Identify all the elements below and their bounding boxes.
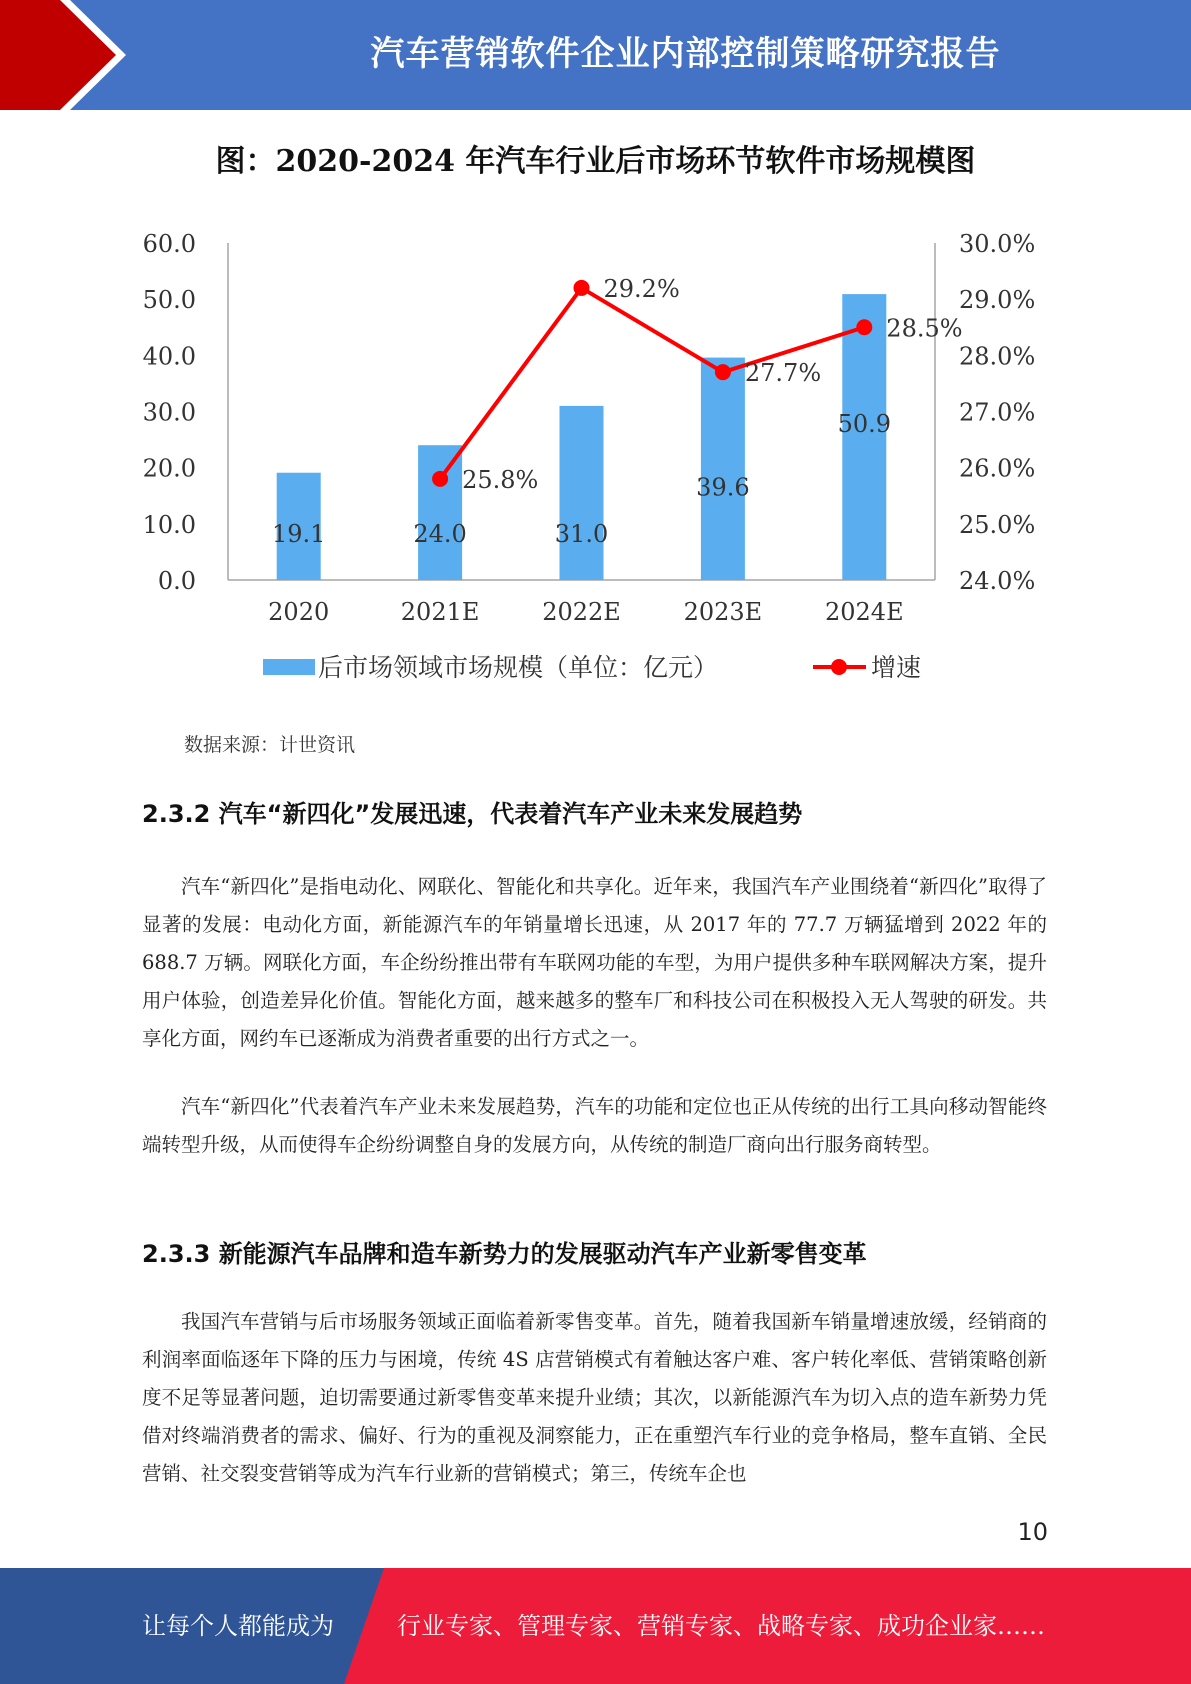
y-left-tick-label: 0.0 [157, 567, 196, 595]
x-tick-label: 2020 [268, 598, 330, 626]
x-tick-label: 2024E [824, 598, 904, 626]
bar-data-label: 31.0 [554, 520, 609, 548]
header-arrow-decoration [0, 0, 160, 110]
y-right-tick-label: 26.0% [959, 454, 1036, 483]
growth-point [715, 364, 731, 380]
y-left-tick-label: 40.0 [142, 342, 196, 371]
y-right-tick-label: 29.0% [959, 286, 1036, 315]
growth-data-label: 28.5% [886, 314, 963, 343]
data-source: 数据来源：计世资讯 [184, 734, 356, 756]
x-tick-label: 2021E [400, 598, 480, 626]
footer-slogan-left: 让每个人都能成为 [142, 1612, 334, 1640]
y-right-tick-label: 27.0% [959, 398, 1036, 427]
growth-point [432, 471, 448, 487]
legend-swatch-bars [263, 659, 315, 675]
y-right-tick-label: 24.0% [959, 567, 1036, 595]
header-bar [0, 0, 1191, 110]
figure-title: 图：2020-2024 年汽车行业后市场环节软件市场规模图 [215, 144, 976, 179]
paragraph: 汽车“新四化”代表着汽车产业未来发展趋势，汽车的功能和定位也正从传统的出行工具向移动智能终端转型升级，从而使得车企纷纷调整自身的发展方向，从传统的制造厂商向出行服务商转型。 [142, 1095, 1047, 1156]
y-left-tick-label: 10.0 [142, 510, 196, 539]
y-left-tick-label: 60.0 [142, 230, 196, 258]
growth-data-label: 25.8% [462, 465, 539, 494]
paragraph: 我国汽车营销与后市场服务领域正面临着新零售变革。首先，随着我国新车销量增速放缓，经销商的利润率面临逐年下降的压力与困境，传统 4S 店营销模式有着触达客户难、客户转化率低、营销策略创新度不足等显著问题，迫切需要通过新零售变革来提升业绩；其次，以新能源汽车为切入点的造车新势力凭借对终端消费者的需求、偏好、行为的重视及洞察能力，正在重塑汽车行业的竞争格局，整车直销、全民营销、社交裂变营销等成为汽车行业新的营销模式；第三，传统车企也 [142, 1310, 1047, 1485]
bar-data-label: 50.9 [837, 410, 892, 439]
bar [560, 406, 604, 580]
y-left-tick-label: 50.0 [142, 286, 196, 315]
section-heading-2-3-3: 2.3.3 新能源汽车品牌和造车新势力的发展驱动汽车产业新零售变革 [142, 1240, 867, 1268]
growth-point [856, 319, 872, 335]
x-tick-label: 2022E [542, 598, 621, 626]
legend-swatch-point [831, 659, 847, 675]
footer-slogan-right: 行业专家、管理专家、营销专家、战略专家、成功企业家…… [397, 1612, 1045, 1640]
x-tick-label: 2023E [683, 598, 763, 626]
market-size-chart [0, 200, 1191, 700]
growth-data-label: 27.7% [744, 359, 822, 388]
y-left-tick-label: 20.0 [142, 454, 196, 483]
y-left-tick-label: 30.0 [142, 398, 196, 427]
section-heading-2-3-2: 2.3.2 汽车“新四化”发展迅速，代表着汽车产业未来发展趋势 [142, 800, 803, 828]
growth-point [574, 280, 590, 296]
growth-data-label: 29.2% [603, 274, 680, 303]
report-title: 汽车营销软件企业内部控制策略研究报告 [370, 34, 1001, 74]
bar-data-label: 24.0 [413, 520, 467, 548]
legend-label-line: 增速 [871, 653, 922, 682]
paragraph: 汽车“新四化”是指电动化、网联化、智能化和共享化。近年来，我国汽车产业围绕着“新四化”取得了显著的发展：电动化方面，新能源汽车的年销量增长迅速，从 2017 年的 77.7 万辆猛增到 2022 年的 688.7 万辆。网联化方面，车企纷纷推出带有车联网功能的车型，为用户提供多种车联网解决方案，提升用户体验，创造差异化价值。智能化方面，越来越多的整车厂和科技公司在积极投入无人驾驶的研发。共享化方面，网约车已逐渐成为消费者重要的出行方式之一。 [142, 875, 1047, 1050]
footer-bar [0, 1568, 1191, 1684]
bar-data-label: 39.6 [696, 473, 750, 502]
y-right-tick-label: 28.0% [959, 342, 1036, 371]
y-right-tick-label: 25.0% [959, 510, 1036, 539]
page-number: 10 [1017, 1518, 1048, 1546]
bar [418, 445, 462, 580]
bar [701, 358, 745, 580]
bar-data-label: 19.1 [271, 520, 326, 548]
y-right-tick-label: 30.0% [959, 230, 1036, 258]
legend-label-bars: 后市场领域市场规模（单位：亿元） [318, 653, 719, 682]
